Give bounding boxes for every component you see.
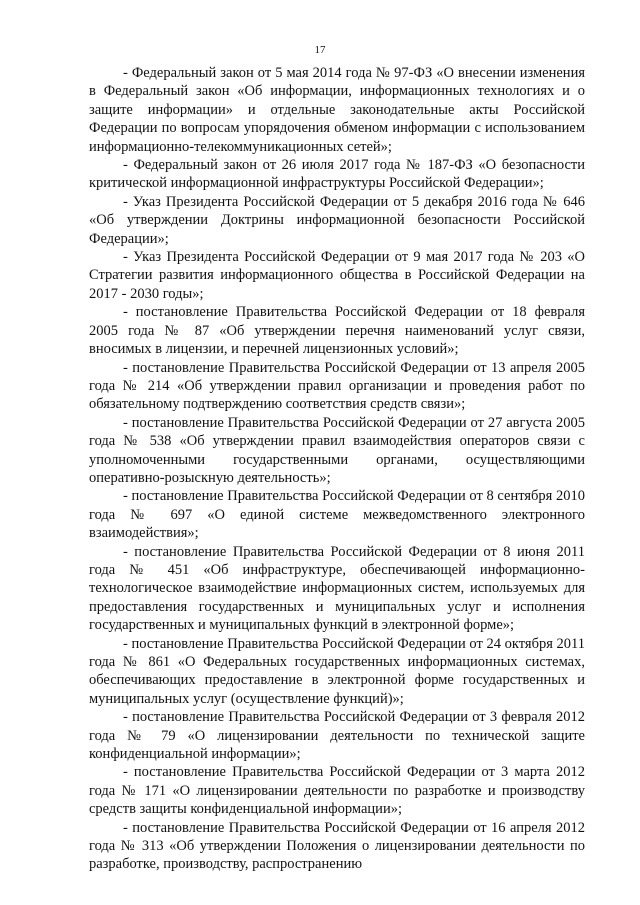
- paragraph-resolution-87: - постановление Правительства Российской Федерации от 18 февраля 2005 года № 87 «Об утверждении перечня наименований услуг связи, вносимых в лицензии, и перечней лицензионных условий»;: [89, 304, 585, 358]
- paragraph-federal-law-187fz: - Федеральный закон от 26 июля 2017 года № 187-ФЗ «О безопасности критической информационной инфраструктуры Российской Федерации»;: [89, 157, 585, 192]
- page-number: 17: [314, 44, 326, 56]
- paragraph-resolution-538: - постановление Правительства Российской Федерации от 27 августа 2005 года № 538 «Об утверждении правил взаимодействия операторов связи с уполномоченными государственными органами, осуществляющими оперативно-розыскную деятельность»;: [89, 414, 585, 486]
- paragraph-resolution-79: - постановление Правительства Российской Федерации от 3 февраля 2012 года № 79 «О лицензировании деятельности по технической защите конфиденциальной информации»;: [89, 709, 585, 763]
- paragraph-resolution-451: - постановление Правительства Российской Федерации от 8 июня 2011 года № 451 «Об инфраструктуре, обеспечивающей информационно-технологическое взаимодействие информационных систем, используемых для предоставления государственных и муниципальных услуг и исполнения государственных и муниципальных функций в электронной форме»;: [89, 543, 585, 634]
- paragraph-federal-law-97fz: - Федеральный закон от 5 мая 2014 года № 97-ФЗ «О внесении изменения в Федеральный закон «Об информации, информационных технологиях и о защите информации» и отдельные законодательные акты Российской Федерации по вопросам упорядочения обменом информации с использованием информационно-телекоммуникационных сетей»;: [89, 65, 585, 155]
- paragraph-resolution-697: - постановление Правительства Российской Федерации от 8 сентября 2010 года № 697 «О единой системе межведомственного электронного взаимодействия»;: [89, 488, 585, 542]
- paragraph-decree-646: - Указ Президента Российской Федерации от 5 декабря 2016 года № 646 «Об утверждении Доктрины информационной безопасности Российской Федерации»;: [89, 193, 585, 247]
- paragraph-resolution-861: - постановление Правительства Российской Федерации от 24 октября 2011 года № 861 «О Федеральных государственных информационных системах, обеспечивающих предоставление в электронной форме государственных и муниципальных услуг (осуществление функций)»;: [89, 635, 585, 707]
- paragraph-resolution-313: - постановление Правительства Российской Федерации от 16 апреля 2012 года № 313 «Об утверждении Положения о лицензировании деятельности по разработке, производству, распространению: [89, 819, 585, 873]
- paragraph-decree-203: - Указ Президента Российской Федерации от 9 мая 2017 года № 203 «О Стратегии развития информационного общества в Российской Федерации на 2017 - 2030 годы»;: [89, 249, 585, 302]
- body-text: [89, 64, 585, 874]
- paragraph-resolution-171: - постановление Правительства Российской Федерации от 3 марта 2012 года № 171 «О лицензировании деятельности по разработке и производству средств защиты конфиденциальной информации»;: [89, 764, 585, 818]
- paragraph-resolution-214: - постановление Правительства Российской Федерации от 13 апреля 2005 года № 214 «Об утверждении правил организации и проведения работ по обязательному подтверждению соответствия средств связи»;: [89, 359, 585, 413]
